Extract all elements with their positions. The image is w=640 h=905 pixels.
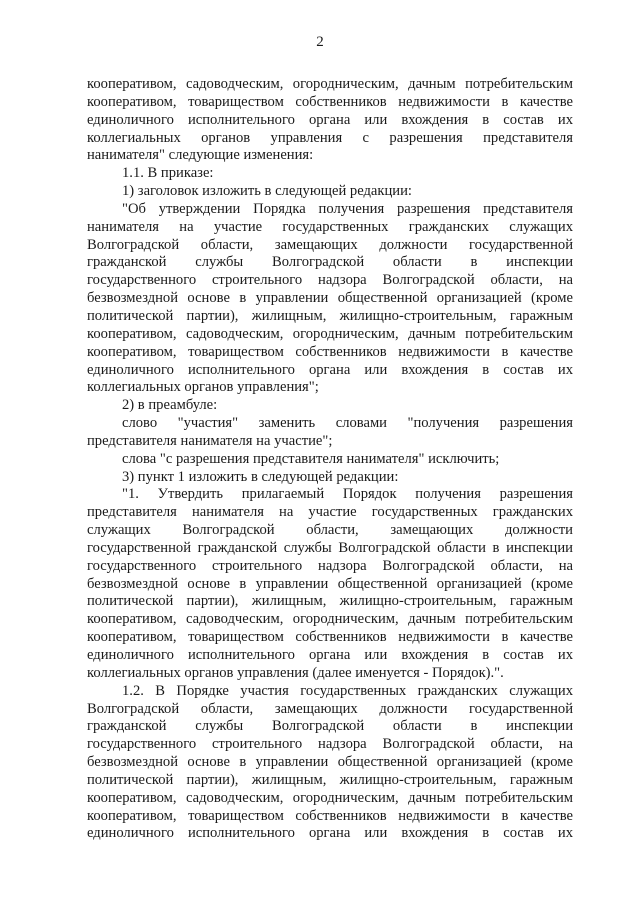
text-line: 1) заголовок изложить в следующей редакции: — [122, 183, 412, 200]
text-line: кооперативом, садоводческим, огородническим, дачным потребительским — [87, 789, 573, 806]
text-line: единоличного исполнительного органа или вхождения в состав их — [87, 647, 573, 663]
text-line: "Об утверждении Порядка получения разрешения представителя — [122, 200, 573, 217]
text-line: служащих Волгоградской области, замещающих должности — [87, 522, 573, 539]
text-line: кооперативом, садоводческим, огородническим, дачным потребительским — [87, 325, 573, 342]
text-line: 1.2. В Порядке участия государственных гражданских служащих — [122, 682, 573, 699]
text-line: Волгоградской области, замещающих должности государственной — [87, 700, 573, 717]
text-line: кооперативом, товариществом собственников недвижимости в качестве — [87, 629, 573, 646]
text-line: 2) в преамбуле: — [122, 397, 218, 414]
text-line: слово "участия" заменить словами "получения разрешения — [122, 415, 573, 432]
text-line: 3) пункт 1 изложить в следующей редакции: — [122, 468, 399, 485]
document-body — [87, 76, 573, 843]
text-line: единоличного исполнительного органа или вхождения в состав их — [87, 111, 573, 128]
text-line: единоличного исполнительного органа или вхождения в состав их — [87, 825, 573, 842]
text-line: кооперативом, товариществом собственников недвижимости в качестве — [87, 807, 573, 824]
text-line: представителя нанимателя на участие"; — [87, 432, 333, 449]
text-line: безвозмездной основе в управлении общественной организацией (кроме — [87, 575, 573, 592]
text-line: единоличного исполнительного органа или вхождения в состав их — [87, 361, 573, 378]
text-line: политической партии), жилищным, жилищно-строительным, гаражным — [87, 307, 573, 324]
text-line: государственного строительного надзора Волгоградской области, на — [87, 736, 573, 753]
text-line: коллегиальных органов управления"; — [87, 379, 319, 396]
text-line: Волгоградской области, замещающих должности государственной — [87, 236, 573, 253]
text-line: безвозмездной основе в управлении общественной организацией (кроме — [87, 754, 573, 771]
text-line: нанимателя на участие государственных гражданских служащих — [87, 218, 573, 235]
text-line: нанимателя" следующие изменения: — [87, 147, 314, 164]
text-line: государственного строительного надзора Волгоградской области, на — [87, 557, 573, 574]
text-line: государственной гражданской службы Волгоградской области в инспекции — [87, 539, 573, 556]
text-line: кооперативом, садоводческим, огородническим, дачным потребительским — [87, 611, 573, 628]
page-number: 2 — [316, 34, 324, 50]
text-line: кооперативом, товариществом собственников недвижимости в качестве — [87, 343, 573, 360]
text-line: гражданской службы Волгоградской области в инспекции — [87, 718, 573, 735]
text-line: безвозмездной основе в управлении общественной организацией (кроме — [87, 290, 573, 307]
text-line: представителя нанимателя на участие государственных гражданских — [87, 504, 573, 521]
text-line: "1. Утвердить прилагаемый Порядок получения разрешения — [122, 486, 573, 503]
text-line: коллегиальных органов управления (далее именуется - Порядок).". — [87, 664, 504, 681]
text-line: гражданской службы Волгоградской области в инспекции — [87, 254, 573, 271]
text-line: коллегиальных органов управления с разрешения представителя — [87, 129, 573, 146]
text-line: кооперативом, садоводческим, огородническим, дачным потребительским — [87, 76, 573, 92]
text-line: политической партии), жилищным, жилищно-строительным, гаражным — [87, 593, 573, 610]
text-line: политической партии), жилищным, жилищно-строительным, гаражным — [87, 771, 573, 788]
text-line: государственного строительного надзора Волгоградской области, на — [87, 272, 573, 289]
text-line: 1.1. В приказе: — [122, 165, 214, 182]
text-line: слова "с разрешения представителя нанимателя" исключить; — [122, 450, 500, 467]
text-line: кооперативом, товариществом собственников недвижимости в качестве — [87, 93, 573, 110]
